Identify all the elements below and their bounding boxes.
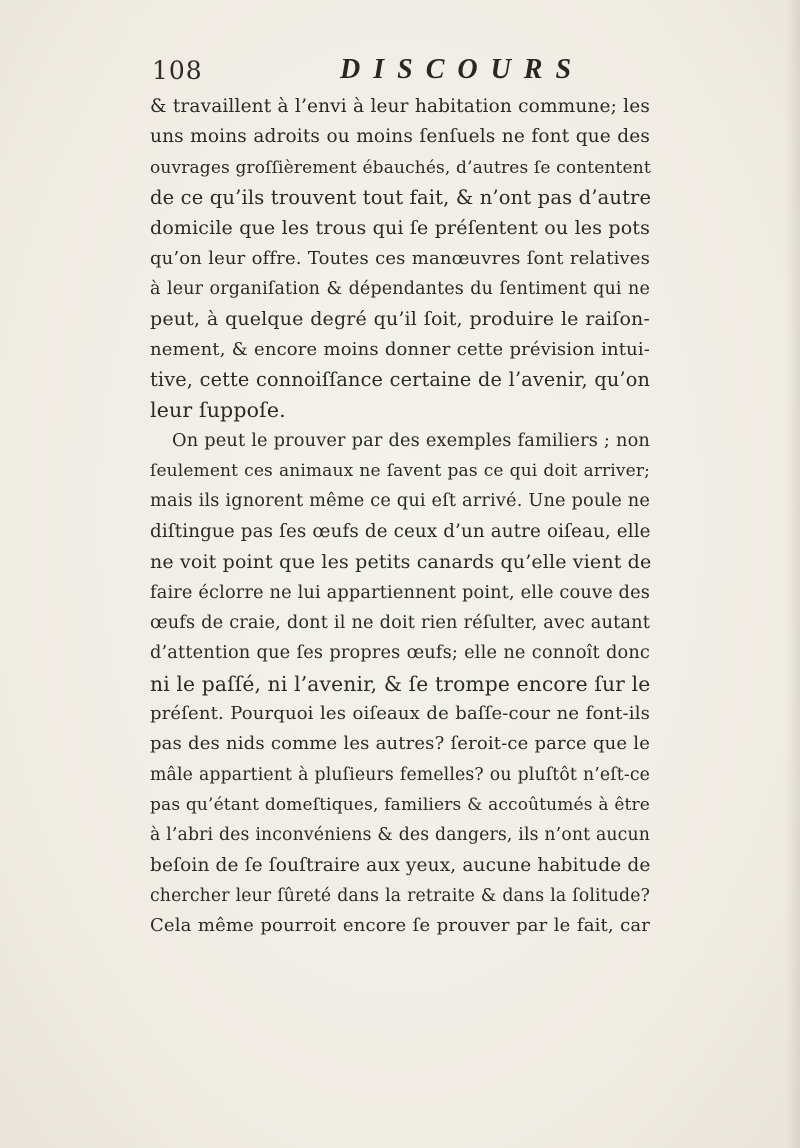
- text-line: pas des nids comme les autres? ſeroit-ce parce que le: [150, 733, 650, 755]
- page-edge-shadow: [786, 0, 800, 1148]
- text-line: ouvrages groſſièrement ébauchés, d’autres ſe contentent: [150, 157, 651, 178]
- text-line: tive, cette connoiſſance certaine de l’avenir, qu’on: [150, 368, 650, 392]
- text-line: préſent. Pourquoi les oiſeaux de baſſe-cour ne font-ils: [150, 702, 650, 724]
- text-line: œufs de craie, dont il ne doit rien réſulter, avec autant: [150, 612, 650, 633]
- text-line: d’attention que ſes propres œufs; elle ne connoît donc: [150, 643, 650, 664]
- text-line: mais ils ignorent même ce qui eſt arrivé. Une poule ne: [150, 491, 650, 512]
- page-header: [152, 54, 652, 90]
- running-title: DISCOURS: [340, 54, 585, 85]
- text-line: domicile que les trous qui ſe préſentent ou les pots: [150, 217, 650, 240]
- text-line: ni le paſſé, ni l’avenir, & ſe trompe encore ſur le: [150, 671, 651, 696]
- body-text: [150, 92, 650, 942]
- text-line: ſeulement ces animaux ne ſavent pas ce qui doit arriver;: [150, 461, 650, 482]
- text-line: faire éclorre ne lui appartiennent point, elle couve des: [150, 582, 650, 603]
- text-line: Cela même pourroit encore ſe prouver par le fait, car: [150, 915, 650, 937]
- text-line: qu’on leur offre. Toutes ces manœuvres ſont relatives: [150, 247, 650, 269]
- text-line: peut, à quelque degré qu’il ſoit, produire le raiſon-: [150, 308, 650, 331]
- text-line: à leur organiſation & dépendantes du ſentiment qui ne: [150, 279, 650, 300]
- text-line: uns moins adroits ou moins ſenſuels ne font que des: [150, 126, 650, 148]
- text-line: leur ſuppoſe.: [150, 398, 286, 423]
- page-number: 108: [152, 56, 203, 85]
- text-line: pas qu’étant domeſtiques, familiers & accoûtumés à être: [150, 794, 650, 815]
- text-line: de ce qu’ils trouvent tout fait, & n’ont pas d’autre: [150, 186, 652, 210]
- text-line: diſtingue pas ſes œufs de ceux d’un autre oiſeau, elle: [150, 520, 651, 542]
- text-line: mâle appartient à pluſieurs femelles? ou pluſtôt n’eſt-ce: [150, 764, 650, 785]
- text-line: ne voit point que les petits canards qu’elle vient de: [150, 551, 652, 574]
- text-line: nement, & encore moins donner cette prévision intui-: [150, 338, 650, 360]
- text-line: & travaillent à l’envi à leur habitation commune; les: [150, 96, 650, 117]
- text-line: beſoin de ſe ſouſtraire aux yeux, aucune habitude de: [150, 854, 651, 876]
- text-line: chercher leur ſûreté dans la retraite & dans la ſolitude?: [150, 885, 650, 906]
- text-line: On peut le prouver par des exemples familiers ; non: [172, 430, 650, 451]
- text-line: à l’abri des inconvéniens & des dangers, ils n’ont aucun: [150, 825, 650, 846]
